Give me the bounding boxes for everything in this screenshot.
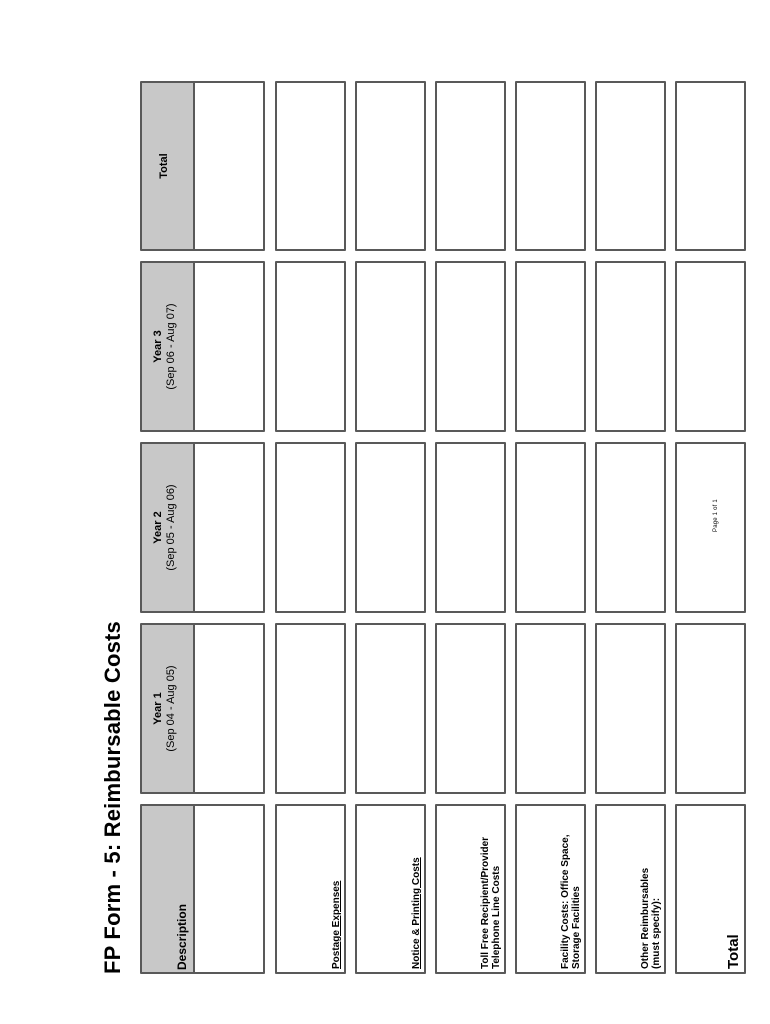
page-number: Page 1 of 1 (713, 499, 719, 532)
row-label-cell (275, 804, 346, 974)
year-1-input-cell[interactable] (435, 623, 506, 794)
cost-grid (140, 81, 755, 974)
year-3-input-cell[interactable] (595, 261, 666, 432)
total-input-cell[interactable] (275, 81, 346, 251)
year-1-input-cell[interactable] (595, 623, 666, 794)
header-description (140, 804, 265, 974)
cost-row-postage (275, 81, 355, 974)
header-band (142, 83, 195, 249)
row-label: Postage Expenses (331, 880, 342, 969)
grand-total-cell[interactable] (675, 81, 746, 251)
year-2-input-cell[interactable] (275, 442, 346, 613)
year-3-input-cell[interactable] (355, 261, 426, 432)
year-3-input-cell[interactable] (275, 261, 346, 432)
year-3-input-cell[interactable] (515, 261, 586, 432)
header-year-1 (140, 623, 265, 794)
year-3-label: Year 3 (152, 330, 164, 363)
header-band (142, 263, 195, 430)
year-1-label: Year 1 (152, 692, 164, 725)
total-input-cell[interactable] (435, 81, 506, 251)
year-2-label: Year 2 (152, 511, 164, 544)
row-label-cell (355, 804, 426, 974)
form-title: FP Form - 5: Reimbursable Costs (100, 621, 125, 974)
year-2-range: (Sep 05 - Aug 06) (165, 484, 177, 571)
header-year-2 (140, 442, 265, 613)
header-total-label: Total (158, 153, 170, 179)
header-band (142, 806, 195, 972)
year-1-range: (Sep 04 - Aug 05) (165, 665, 177, 752)
year-2-input-cell[interactable] (355, 442, 426, 613)
year-2-input-cell[interactable] (515, 442, 586, 613)
row-label: Facility Costs: Office Space, Storage Facilities (560, 834, 582, 969)
header-row (140, 81, 275, 974)
year-3-total-cell[interactable] (675, 261, 746, 432)
year-2-total-cell[interactable] (675, 442, 746, 613)
year-1-input-cell[interactable] (355, 623, 426, 794)
cost-row-facility (515, 81, 595, 974)
row-label: Notice & Printing Costs (411, 857, 422, 969)
cost-row-other (595, 81, 675, 974)
row-label: Other Reimbursables (must specify): (640, 867, 662, 969)
row-label: Total (725, 934, 742, 969)
row-label-cell (675, 804, 746, 974)
cost-row-notice-printing (355, 81, 435, 974)
row-label-cell (435, 804, 506, 974)
header-band (142, 444, 195, 611)
year-3-input-cell[interactable] (435, 261, 506, 432)
year-1-input-cell[interactable] (275, 623, 346, 794)
year-2-input-cell[interactable] (435, 442, 506, 613)
header-description-label: Description (175, 903, 189, 970)
total-input-cell[interactable] (355, 81, 426, 251)
total-input-cell[interactable] (595, 81, 666, 251)
cost-row-toll-free (435, 81, 515, 974)
row-label: Toll Free Recipient/Provider Telephone Line Costs (480, 836, 502, 969)
row-label-cell (595, 804, 666, 974)
year-1-input-cell[interactable] (515, 623, 586, 794)
header-year-3 (140, 261, 265, 432)
year-1-total-cell[interactable] (675, 623, 746, 794)
total-input-cell[interactable] (515, 81, 586, 251)
header-total (140, 81, 265, 251)
row-label-cell (515, 804, 586, 974)
year-3-range: (Sep 06 - Aug 07) (165, 303, 177, 390)
header-band (142, 625, 195, 792)
year-2-input-cell[interactable] (595, 442, 666, 613)
